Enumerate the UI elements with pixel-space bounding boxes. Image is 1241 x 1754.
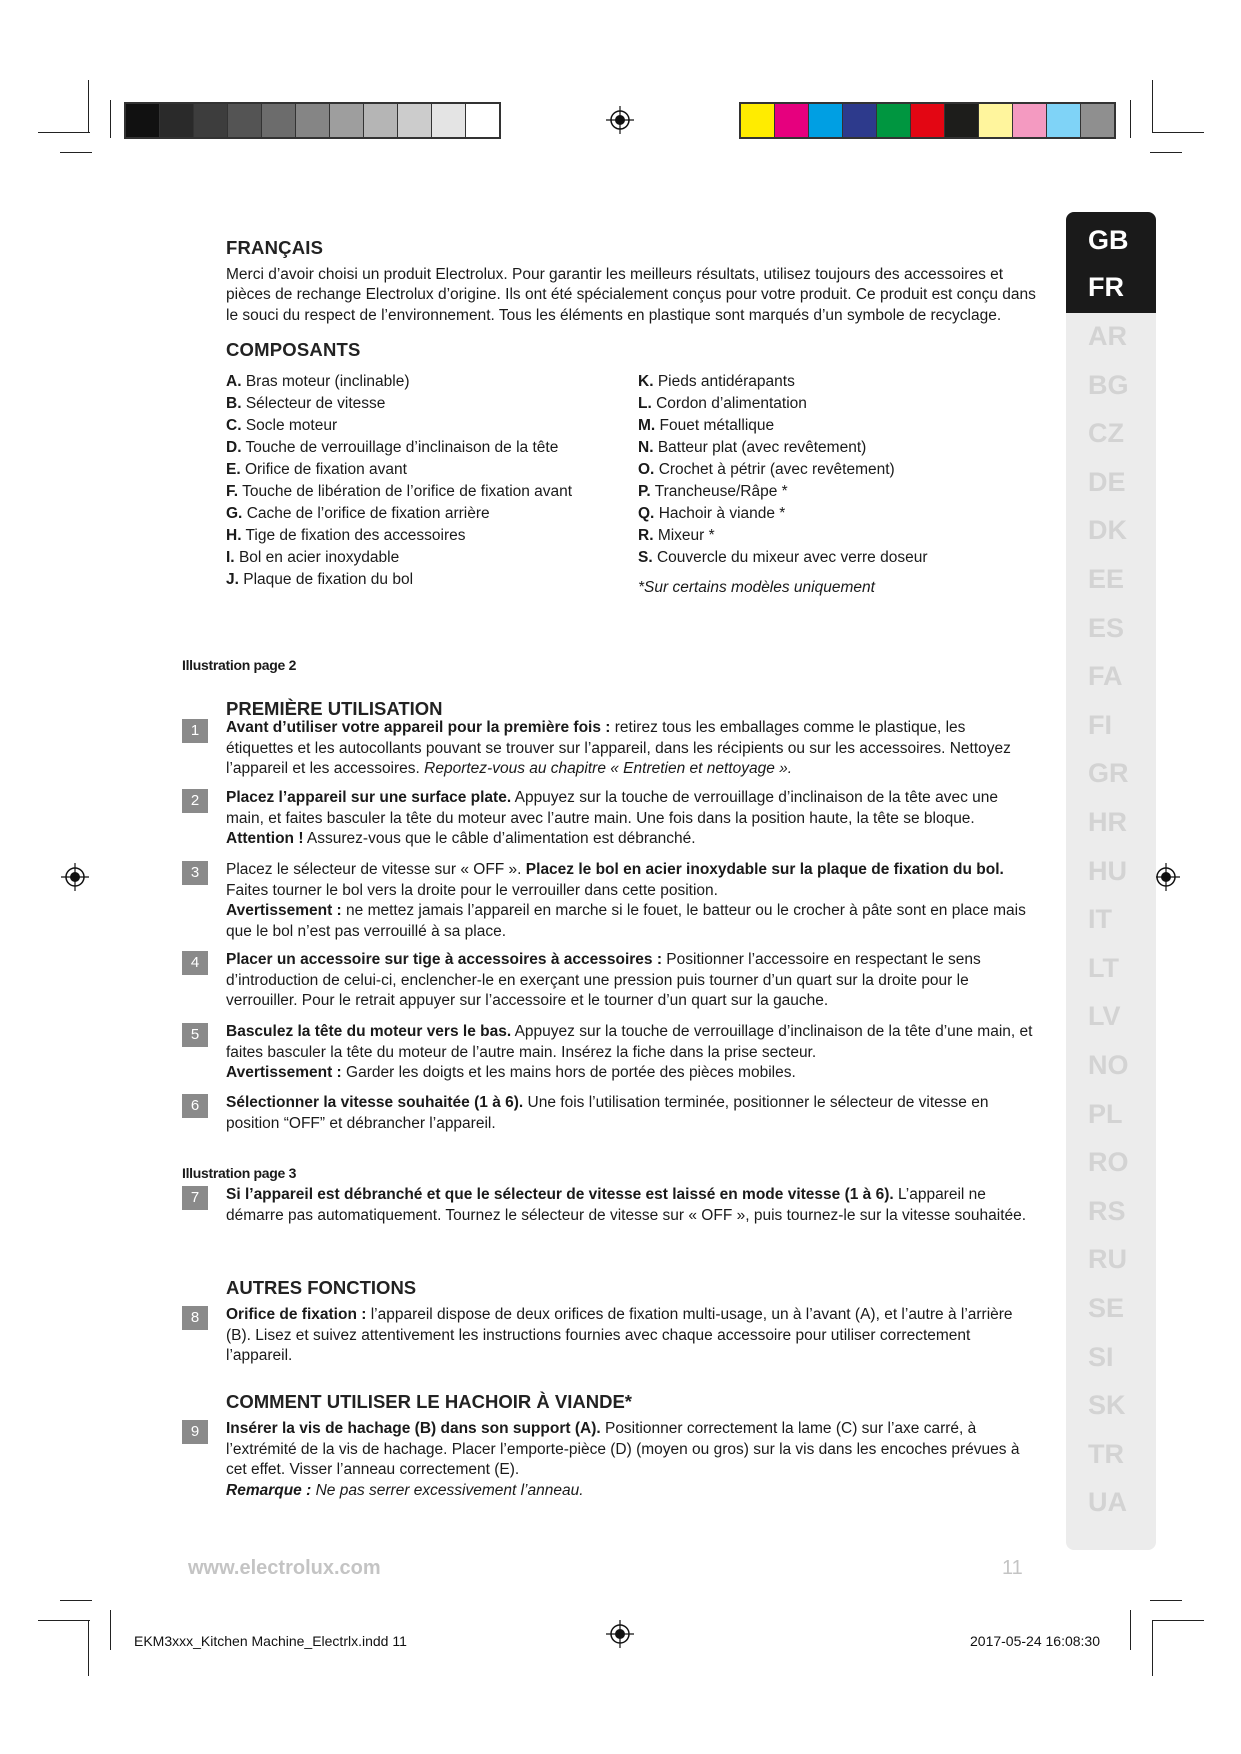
components-note: *Sur certains modèles uniquement bbox=[638, 578, 875, 596]
color-swatch bbox=[741, 104, 775, 137]
step-number: 3 bbox=[182, 861, 208, 885]
step-text: Faites tourner le bol vers la droite pour le verrouiller dans cette position. bbox=[226, 881, 718, 899]
component-label: Fouet métallique bbox=[659, 416, 775, 434]
component-letter: H. bbox=[226, 526, 242, 544]
language-tab-se[interactable]: SE bbox=[1088, 1293, 1125, 1323]
language-tab-cz[interactable]: CZ bbox=[1088, 418, 1124, 449]
warning-label: Avertissement : bbox=[226, 1064, 342, 1081]
component-letter: L. bbox=[638, 394, 652, 412]
component-letter: P. bbox=[638, 482, 651, 500]
warning-label: Attention ! bbox=[226, 830, 304, 847]
component-item bbox=[226, 526, 638, 548]
component-letter: S. bbox=[638, 548, 653, 566]
step-pre-text: Placez le sélecteur de vitesse sur « OFF ». bbox=[226, 861, 526, 878]
crop-mark bbox=[1130, 100, 1131, 138]
component-item bbox=[226, 548, 638, 570]
language-tab-fa[interactable]: FA bbox=[1088, 661, 1123, 692]
color-swatch bbox=[979, 104, 1013, 137]
warning-text: Assurez-vous que le câble d’alimentation est débranché. bbox=[303, 830, 696, 847]
component-item bbox=[638, 482, 927, 504]
color-swatch bbox=[1047, 104, 1081, 137]
component-label: Bras moteur (inclinable) bbox=[245, 372, 410, 390]
component-letter: J. bbox=[226, 570, 239, 588]
process-color-bar bbox=[739, 102, 1116, 139]
component-item bbox=[638, 504, 927, 526]
crop-mark bbox=[88, 80, 89, 132]
color-swatch bbox=[466, 104, 499, 137]
step-lead: Placez l’appareil sur une surface plate. bbox=[226, 789, 512, 806]
component-label: Pieds antidérapants bbox=[657, 372, 795, 390]
component-label: Touche de libération de l’orifice de fixation avant bbox=[242, 482, 573, 500]
step-lead: Placer un accessoire sur tige à accessoires à accessoires : bbox=[226, 951, 662, 968]
step-lead: Avant d’utiliser votre appareil pour la première fois : bbox=[226, 719, 611, 736]
step-number: 6 bbox=[182, 1094, 208, 1118]
color-swatch bbox=[945, 104, 979, 137]
meat-grinder-title: COMMENT UTILISER LE HACHOIR À VIANDE* bbox=[226, 1391, 632, 1412]
component-letter: N. bbox=[638, 438, 654, 456]
component-letter: Q. bbox=[638, 504, 655, 522]
step-number: 8 bbox=[182, 1306, 208, 1330]
component-letter: A. bbox=[226, 372, 242, 390]
step-text: Appuyez sur la touche de verrouillage d’inclinaison de la tête avec une main, et faites basculer la tête du moteur avec l’autre main. Une fois dans la position haute, la tête se bloque. bbox=[226, 789, 998, 827]
step-3 bbox=[190, 860, 1036, 942]
language-tab-hr[interactable]: HR bbox=[1088, 807, 1127, 837]
crop-mark bbox=[1152, 1620, 1204, 1621]
crop-mark bbox=[1152, 132, 1204, 133]
registration-mark-icon bbox=[1152, 863, 1180, 891]
color-swatch bbox=[330, 104, 364, 137]
language-tab-it[interactable]: IT bbox=[1088, 904, 1112, 935]
language-tab-no[interactable]: NO bbox=[1088, 1050, 1129, 1080]
component-item bbox=[638, 438, 927, 460]
step-5 bbox=[190, 1022, 1036, 1084]
grey-color-bar bbox=[124, 102, 501, 139]
component-item bbox=[226, 504, 638, 526]
language-tab-ro[interactable]: RO bbox=[1088, 1147, 1129, 1178]
crop-mark bbox=[38, 1620, 90, 1621]
component-letter: I. bbox=[226, 548, 235, 566]
crop-mark bbox=[110, 1610, 111, 1650]
components-list bbox=[226, 372, 1036, 599]
crop-mark bbox=[1152, 1620, 1153, 1676]
step-4 bbox=[190, 950, 1036, 1012]
language-tab-bg[interactable]: BG bbox=[1088, 369, 1129, 400]
slug-filename: EKM3xxx_Kitchen Machine_Electrlx.indd 11 bbox=[134, 1633, 407, 1649]
component-letter: K. bbox=[638, 372, 654, 390]
component-label: Couvercle du mixeur avec verre doseur bbox=[656, 548, 928, 566]
illustration-reference: Illustration page 3 bbox=[182, 1165, 297, 1181]
step-8 bbox=[190, 1305, 1036, 1367]
language-tab-de[interactable]: DE bbox=[1088, 466, 1126, 497]
color-swatch bbox=[809, 104, 843, 137]
language-tab-fr[interactable]: FR bbox=[1088, 272, 1124, 302]
step-number: 7 bbox=[182, 1186, 208, 1210]
color-swatch bbox=[126, 104, 160, 137]
step-2 bbox=[190, 788, 1036, 850]
step-number: 1 bbox=[182, 719, 208, 743]
step-1 bbox=[190, 718, 1036, 780]
component-label: Bol en acier inoxydable bbox=[238, 548, 400, 566]
intro-text: Merci d’avoir choisi un produit Electrolux. Pour garantir les meilleurs résultats, utilisez toujours des accessoires et pièces de rechange Electrolux d’origine. Ils ont été spécialement conçus pour votre produit. Ce produit est conçu dans le souci du respect de l’environnement. Tous les éléments en plastique sont marqués d’un symbole de recyclage. bbox=[226, 265, 1036, 324]
component-label: Trancheuse/Râpe * bbox=[654, 482, 788, 500]
step-number: 9 bbox=[182, 1420, 208, 1444]
step-number: 4 bbox=[182, 951, 208, 975]
remark-label: Remarque : bbox=[226, 1481, 312, 1499]
language-tab-lv[interactable]: LV bbox=[1088, 1001, 1121, 1032]
component-letter: E. bbox=[226, 460, 241, 478]
component-letter: R. bbox=[638, 526, 654, 544]
step-lead: Orifice de fixation : bbox=[226, 1306, 367, 1323]
color-swatch bbox=[364, 104, 398, 137]
color-swatch bbox=[843, 104, 877, 137]
step-lead: Insérer la vis de hachage (B) dans son support (A). bbox=[226, 1420, 601, 1437]
language-tab-hu[interactable]: HU bbox=[1088, 855, 1127, 886]
main-content bbox=[226, 238, 1036, 598]
component-item bbox=[638, 526, 927, 548]
component-item bbox=[226, 460, 638, 482]
components-right-column bbox=[638, 372, 927, 570]
warning-label: Avertissement : bbox=[226, 902, 342, 919]
footer-website-link[interactable]: www.electrolux.com bbox=[188, 1557, 381, 1579]
component-label: Plaque de fixation du bol bbox=[243, 570, 414, 588]
component-letter: M. bbox=[638, 416, 656, 434]
step-text: Appuyez sur la touche de verrouillage d’inclinaison de la tête d’une main, et faites basculer la tête du moteur de l’autre main. Insérez la fiche dans la prise secteur. bbox=[226, 1023, 1033, 1061]
language-tab-gr[interactable]: GR bbox=[1088, 758, 1129, 789]
other-functions-title: AUTRES FONCTIONS bbox=[226, 1277, 417, 1298]
crop-mark bbox=[1150, 1600, 1182, 1601]
components-left-column bbox=[226, 372, 638, 599]
step-number: 5 bbox=[182, 1023, 208, 1047]
color-swatch bbox=[398, 104, 432, 137]
component-label: Sélecteur de vitesse bbox=[245, 394, 386, 412]
step-text: l’appareil dispose de deux orifices de fixation multi-usage, un à l’avant (A), et l’autre à l’arrière (B). Lisez et suivez attentivement les instructions fournies avec chaque accessoire pour utiliser correctement l’appareil. bbox=[226, 1306, 1013, 1364]
step-6 bbox=[190, 1093, 1036, 1134]
component-item bbox=[226, 482, 638, 504]
registration-mark-icon bbox=[61, 863, 89, 891]
step-text: retirez tous les emballages comme le plastique, les étiquettes et les autocollants pouvant se trouver sur l’appareil, dans les récipients ou sur les accessoires. Nettoyez l’appareil et les accessoires. bbox=[226, 719, 1011, 777]
language-tab-es[interactable]: ES bbox=[1088, 612, 1125, 643]
color-swatch bbox=[228, 104, 262, 137]
crop-mark bbox=[1150, 152, 1182, 153]
color-swatch bbox=[911, 104, 945, 137]
language-tab-gb[interactable]: GB bbox=[1088, 225, 1129, 255]
color-swatch bbox=[194, 104, 228, 137]
component-label: Crochet à pétrir (avec revêtement) bbox=[658, 460, 895, 478]
step-text: Positionner correctement la lame (C) sur l’axe carré, à l’extrémité de la vis de hachage. Placer l’emporte-pièce (D) (moyen ou gros) sur la vis dans les encoches prévues à cet effet. Visser l’anneau correctement (E). bbox=[226, 1420, 1020, 1478]
language-tab-ee[interactable]: EE bbox=[1088, 564, 1125, 594]
language-tab-rs[interactable]: RS bbox=[1088, 1195, 1126, 1226]
step-lead: Sélectionner la vitesse souhaitée (1 à 6). bbox=[226, 1094, 524, 1111]
component-item bbox=[226, 438, 638, 460]
page-number: 11 bbox=[1002, 1557, 1023, 1579]
step-text: L’appareil ne démarre pas automatiquement. Tournez le sélecteur de vitesse sur « OFF », puis tournez-le sur la vitesse souhaitée. bbox=[226, 1186, 1027, 1224]
intro-title: FRANÇAIS bbox=[226, 237, 324, 258]
step-number: 2 bbox=[182, 789, 208, 813]
warning-text: ne mettez jamais l’appareil en marche si le fouet, le batteur ou le crocher à pâte sont en place mais que le bol n’est pas verrouillé à sa place. bbox=[226, 902, 1026, 940]
component-item bbox=[638, 372, 927, 394]
language-tab-lt[interactable]: LT bbox=[1088, 952, 1119, 983]
language-tab-ru[interactable]: RU bbox=[1088, 1244, 1127, 1275]
color-swatch bbox=[1081, 104, 1114, 137]
language-tab-sk[interactable]: SK bbox=[1088, 1390, 1126, 1421]
component-letter: D. bbox=[226, 438, 242, 456]
step-7 bbox=[190, 1185, 1036, 1226]
step-text: Une fois l’utilisation terminée, positionner le sélecteur de vitesse en position “OFF” et débrancher l’appareil. bbox=[226, 1094, 989, 1132]
component-label: Orifice de fixation avant bbox=[244, 460, 407, 478]
crop-mark bbox=[110, 100, 111, 138]
component-letter: G. bbox=[226, 504, 243, 522]
color-swatch bbox=[262, 104, 296, 137]
color-swatch bbox=[432, 104, 466, 137]
color-swatch bbox=[1013, 104, 1047, 137]
step-lead: Si l’appareil est débranché et que le sélecteur de vitesse est laissé en mode vitesse (1 à 6). bbox=[226, 1186, 894, 1203]
step-lead: Basculez la tête du moteur vers le bas. bbox=[226, 1023, 512, 1040]
first-use-title: PREMIÈRE UTILISATION bbox=[226, 698, 443, 719]
component-item bbox=[226, 570, 638, 592]
language-tab-tr[interactable]: TR bbox=[1088, 1438, 1124, 1469]
registration-mark-icon bbox=[606, 106, 634, 134]
step-text: Positionner l’accessoire en respectant le sens d’introduction de celui-ci, enclencher-le en exerçant une pression puis tourner d’un quart sur la droite pour le verrouiller. Pour le retrait appuyer sur l’accessoire et le tourner d’un quart sur la gauche. bbox=[226, 951, 981, 1009]
component-letter: F. bbox=[226, 482, 239, 500]
language-tab-si[interactable]: SI bbox=[1088, 1341, 1114, 1372]
crop-mark bbox=[60, 152, 92, 153]
remark-text: Ne pas serrer excessivement l’anneau. bbox=[311, 1481, 584, 1499]
crop-mark bbox=[88, 1620, 89, 1676]
component-item bbox=[638, 548, 927, 570]
step-lead: Placez le bol en acier inoxydable sur la plaque de fixation du bol. bbox=[525, 861, 1004, 878]
language-tab-ua[interactable]: UA bbox=[1088, 1487, 1127, 1518]
crop-mark bbox=[1152, 80, 1153, 132]
component-label: Cordon d’alimentation bbox=[656, 394, 807, 412]
component-label: Mixeur * bbox=[657, 526, 715, 544]
color-swatch bbox=[160, 104, 194, 137]
language-tab-dk[interactable]: DK bbox=[1088, 515, 1127, 546]
crop-mark bbox=[60, 1600, 92, 1601]
component-label: Batteur plat (avec revêtement) bbox=[657, 438, 867, 456]
color-swatch bbox=[877, 104, 911, 137]
component-label: Cache de l’orifice de fixation arrière bbox=[246, 504, 490, 522]
crop-mark bbox=[38, 132, 90, 133]
component-letter: C. bbox=[226, 416, 242, 434]
slug-timestamp: 2017-05-24 16:08:30 bbox=[970, 1633, 1100, 1649]
registration-mark-icon bbox=[606, 1620, 634, 1648]
component-label: Socle moteur bbox=[245, 416, 338, 434]
component-item bbox=[226, 372, 638, 394]
color-swatch bbox=[296, 104, 330, 137]
component-item bbox=[226, 394, 638, 416]
warning-text: Garder les doigts et les mains hors de portée des pièces mobiles. bbox=[341, 1064, 796, 1081]
component-item bbox=[226, 416, 638, 438]
language-tab-pl[interactable]: PL bbox=[1088, 1098, 1123, 1129]
component-letter: O. bbox=[638, 460, 655, 478]
components-title: COMPOSANTS bbox=[226, 339, 361, 360]
component-item bbox=[638, 460, 927, 482]
component-label: Tige de fixation des accessoires bbox=[245, 526, 466, 544]
component-letter: B. bbox=[226, 394, 242, 412]
step-9 bbox=[190, 1419, 1036, 1501]
crop-mark bbox=[1130, 1610, 1131, 1650]
component-item bbox=[638, 394, 927, 416]
illustration-reference: Illustration page 2 bbox=[182, 657, 297, 673]
step-italic-note: Reportez-vous au chapitre « Entretien et nettoyage ». bbox=[424, 760, 793, 777]
component-item bbox=[638, 416, 927, 438]
language-tab-fi[interactable]: FI bbox=[1088, 709, 1112, 740]
color-swatch bbox=[775, 104, 809, 137]
language-tab-ar[interactable]: AR bbox=[1088, 321, 1127, 351]
component-label: Touche de verrouillage d’inclinaison de la tête bbox=[245, 438, 559, 456]
component-label: Hachoir à viande * bbox=[658, 504, 786, 522]
